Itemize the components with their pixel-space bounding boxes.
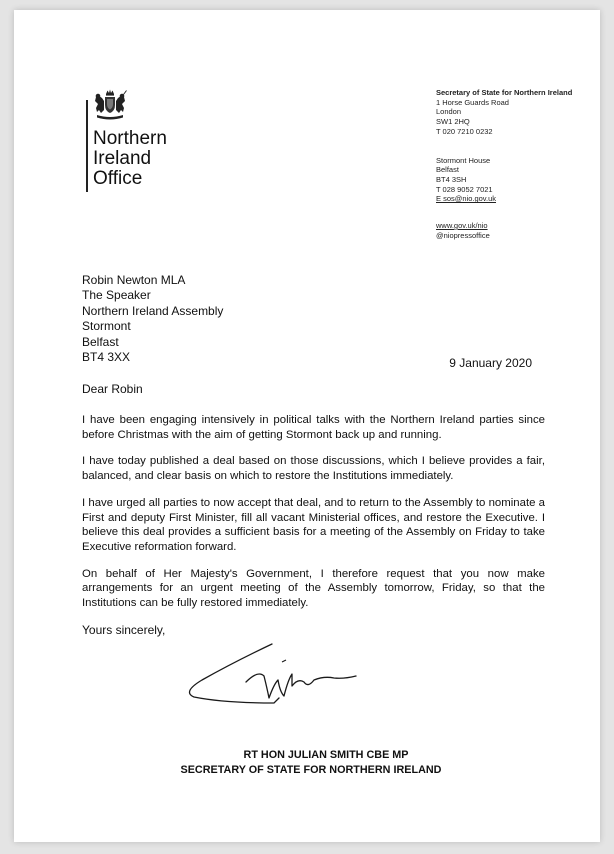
- recipient-line: Belfast: [82, 334, 119, 349]
- twitter-handle: @niopressoffice: [436, 230, 490, 240]
- logo-line: Ireland: [93, 148, 152, 169]
- belfast-phone: T 028 9052 7021: [436, 184, 493, 194]
- body-paragraph: On behalf of Her Majesty's Government, I therefore request that you now make arrangements for an urgent meeting of the Assembly tomorrow, Friday, so that the Institutions can be fully restored immediately.: [82, 567, 545, 610]
- body-paragraph: I have urged all parties to now accept that deal, and to return to the Assembly to nominate a First and deputy First Minister, fill all vacant Ministerial offices, and restore the Executive. I believe this deal provides a sufficient basis for a meeting of the Assembly on Friday to take Executive reformation forward.: [82, 496, 545, 553]
- signatory-name: RT HON JULIAN SMITH CBE MP: [243, 749, 409, 761]
- body-paragraph: I have been engaging intensively in political talks with the Northern Ireland parties since before Christmas with the aim of getting Stormont back up and running.: [82, 414, 545, 441]
- belfast-address-line: Stormont House: [436, 155, 491, 165]
- handwritten-signature: [174, 640, 359, 720]
- recipient-line: Robin Newton MLA: [82, 273, 186, 287]
- london-phone: T 020 7210 0232: [436, 126, 493, 136]
- logo-line: Northern: [93, 128, 167, 149]
- london-address-line: London: [436, 107, 462, 117]
- recipient-line: Northern Ireland Assembly: [82, 303, 224, 318]
- salutation: Dear Robin: [82, 382, 143, 396]
- sender-address-block: [436, 88, 572, 240]
- london-address-line: 1 Horse Guards Road: [436, 97, 509, 107]
- letter-body: [82, 413, 545, 623]
- recipient-address-block: [82, 273, 223, 365]
- royal-coat-of-arms-icon: [92, 88, 128, 122]
- logo-divider-bar: [86, 100, 88, 192]
- recipient-line: The Speaker: [82, 288, 151, 303]
- sender-title: Secretary of State for Northern Ireland: [436, 88, 573, 97]
- belfast-address-line: BT4 3SH: [436, 174, 467, 184]
- letter-page: [14, 10, 600, 842]
- sender-email-link[interactable]: E sos@nio.gov.uk: [436, 194, 497, 204]
- letter-date: 9 January 2020: [449, 356, 532, 370]
- london-address-line: SW1 2HQ: [436, 117, 470, 127]
- belfast-address-line: Belfast: [436, 165, 459, 175]
- closing: Yours sincerely,: [82, 623, 166, 637]
- recipient-line: BT4 3XX: [82, 350, 131, 365]
- recipient-line: Stormont: [82, 319, 131, 334]
- signatory-block: [0, 748, 614, 778]
- website-link[interactable]: www.gov.uk/nio: [436, 221, 488, 231]
- signatory-title: SECRETARY OF STATE FOR NORTHERN IRELAND: [180, 764, 442, 776]
- logo-wordmark: [93, 129, 167, 189]
- body-paragraph: I have today published a deal based on those discussions, which I believe provides a fair, balanced, and clear basis on which to restore the Institutions immediately.: [82, 455, 545, 483]
- logo-line: Office: [93, 168, 143, 189]
